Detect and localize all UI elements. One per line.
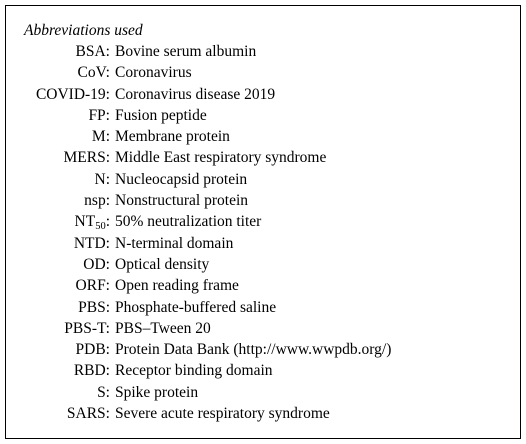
abbreviation-definition: Nucleocapsid protein bbox=[115, 170, 248, 188]
abbreviation-row-bsa bbox=[0, 41, 526, 62]
abbreviation-term-base: NT bbox=[74, 213, 96, 231]
abbreviation-row-pbs-t bbox=[0, 318, 526, 339]
abbreviation-definition: Coronavirus disease 2019 bbox=[115, 85, 276, 103]
abbreviation-term: PBS: bbox=[78, 298, 110, 316]
abbreviation-term: M: bbox=[91, 128, 110, 146]
abbreviation-term: CoV: bbox=[77, 64, 110, 82]
abbreviation-definition: Coronavirus bbox=[115, 64, 192, 82]
abbreviation-term: RBD: bbox=[73, 362, 110, 380]
abbreviation-definition: Membrane protein bbox=[115, 128, 230, 146]
abbreviation-term-subscript: 50 bbox=[95, 221, 106, 233]
abbreviation-definition: Fusion peptide bbox=[115, 106, 207, 124]
abbreviation-row-rbd bbox=[0, 360, 526, 381]
abbreviation-term: PBS-T: bbox=[64, 319, 110, 337]
abbreviation-definition: Bovine serum albumin bbox=[115, 43, 257, 60]
abbreviation-row-ntd bbox=[0, 233, 526, 254]
abbreviation-term: COVID-19: bbox=[35, 85, 110, 103]
abbreviation-term-colon: : bbox=[105, 213, 110, 231]
abbreviation-definition: N-terminal domain bbox=[115, 234, 234, 252]
abbreviation-term: OD: bbox=[83, 255, 110, 273]
abbreviation-row-sars bbox=[0, 403, 526, 424]
abbreviation-term bbox=[75, 211, 110, 232]
abbreviation-definition: PBS–Tween 20 bbox=[115, 319, 211, 337]
abbreviation-row-orf bbox=[0, 275, 526, 296]
abbreviation-term: ORF: bbox=[75, 277, 110, 295]
abbreviation-row-fp bbox=[0, 105, 526, 126]
abbreviation-term: PDB: bbox=[75, 341, 110, 359]
abbreviation-definition: Open reading frame bbox=[115, 277, 239, 295]
abbreviation-row-m bbox=[0, 126, 526, 147]
abbreviation-row-covid-19 bbox=[0, 84, 526, 105]
abbreviation-term: nsp: bbox=[84, 192, 110, 210]
abbreviation-row-cov bbox=[0, 62, 526, 83]
abbreviation-term: N: bbox=[94, 170, 110, 188]
abbreviation-row-od bbox=[0, 254, 526, 275]
abbreviation-row-nsp bbox=[0, 190, 526, 211]
abbreviations-heading: Abbreviations used bbox=[24, 22, 143, 39]
abbreviation-term: MERS: bbox=[63, 149, 110, 167]
abbreviation-row-s bbox=[0, 382, 526, 403]
abbreviation-term: S: bbox=[97, 383, 110, 401]
abbreviation-list bbox=[0, 41, 526, 424]
abbreviation-row-n bbox=[0, 169, 526, 190]
abbreviation-term: BSA: bbox=[75, 43, 110, 60]
abbreviation-definition: Middle East respiratory syndrome bbox=[115, 149, 327, 167]
abbreviation-definition: Nonstructural protein bbox=[115, 192, 249, 210]
abbreviation-definition: 50% neutralization titer bbox=[115, 213, 262, 231]
abbreviation-definition: Receptor binding domain bbox=[115, 362, 273, 380]
abbreviation-row-pdb bbox=[0, 339, 526, 360]
abbreviation-definition: Phosphate-buffered saline bbox=[115, 298, 277, 316]
abbreviation-row-nt50 bbox=[0, 211, 526, 232]
abbreviation-term: NTD: bbox=[73, 234, 110, 252]
abbreviation-term: FP: bbox=[88, 106, 110, 124]
abbreviation-definition: Protein Data Bank (http://www.wwpdb.org/) bbox=[115, 341, 392, 359]
abbreviation-definition: Severe acute respiratory syndrome bbox=[115, 405, 330, 423]
abbreviation-term: SARS: bbox=[66, 405, 110, 423]
abbreviation-definition: Spike protein bbox=[115, 383, 199, 401]
abbreviation-definition: Optical density bbox=[115, 255, 210, 273]
abbreviation-row-mers bbox=[0, 147, 526, 168]
abbreviation-row-pbs bbox=[0, 297, 526, 318]
